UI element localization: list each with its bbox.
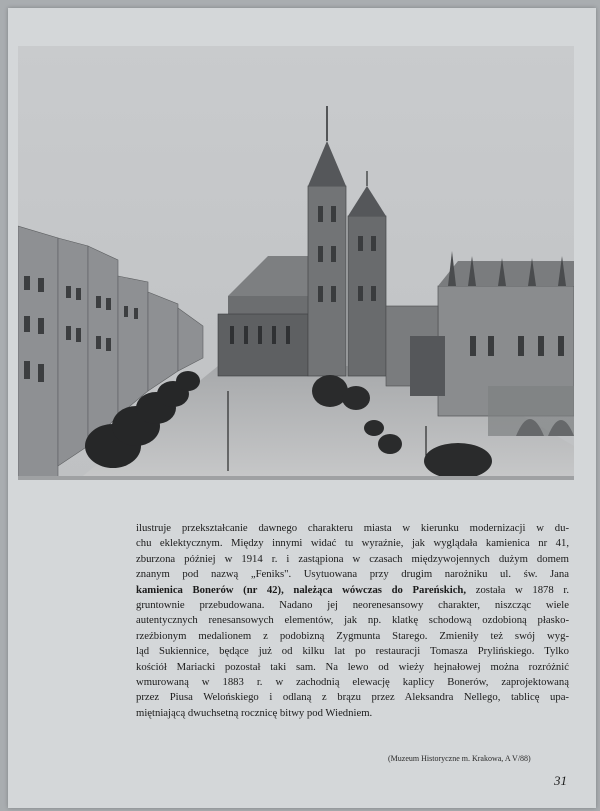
text-segment: miętniającą dwuchsetną rocznicę bitwy pod Wiedniem. [136,706,373,719]
text-segment: autentycznych renesansowych elementów, jak np. klatkę schodową ozdobioną płasko- [136,614,569,627]
text-segment: kościół Mariacki pozostał taki sam. Na lewo od wieży hejnałowej można rozróżnić [136,660,569,673]
text-line [136,613,569,628]
text-segment: została w 1878 r. [466,583,570,596]
text-segment: chu eklektycznym. Między innymi widać tu wyraźnie, jak wyglądała kamienica nr 41, [136,537,569,550]
body-paragraph [136,521,569,721]
text-line [136,552,569,567]
cloth-hall [438,251,574,436]
book-page [8,8,596,808]
text-segment: ląd Sukiennice, będące już od kilku lat po restauracji Tomasza Prylińskiego. Tylko [136,645,569,658]
text-line [136,521,569,536]
page-number: 31 [554,773,567,788]
text-segment: wmurowaną w 1883 r. w zachodnią elewację kaplicy Bonerów, zaprojektowaną [136,676,569,689]
text-line [136,644,569,659]
text-line [136,598,569,613]
text-line [136,660,569,675]
text-segment: ilustruje przekształcanie dawnego charakteru miasta w kierunku modernizacji w du- [136,522,569,534]
text-line [136,690,569,705]
text-line [136,536,569,551]
text-line [136,567,569,582]
text-segment: rzeźbionym medalionem z podobizną Zygmunta Starego. Zmieniły też swój wyg- [136,629,569,642]
text-line [136,583,569,598]
bold-text: kamienica Bonerów (nr 42), należąca wówczas do Pareńskich, [136,583,467,596]
text-segment: zburzona później w 1914 r. i zastąpiona w czasach międzywojennych dużym domem [136,552,569,565]
text-line [136,675,569,690]
text-segment: znanym pod nazwą „Feniks". Usytuowana przy drugim narożniku ul. św. Jana [136,568,569,581]
text-line [136,706,569,721]
text-segment: gruntownie przebudowana. Nadano jej neorenesansowy charakter, niszcząc wiele [136,599,569,612]
historical-photograph [18,46,574,480]
photo-caption: (Muzeum Historyczne m. Krakowa, A V/88) [388,754,531,763]
text-line [136,629,569,644]
text-segment: przez Piusa Welońskiego i odlaną z brązu przez Aleksandra Nellego, tablicę upa- [136,691,569,704]
